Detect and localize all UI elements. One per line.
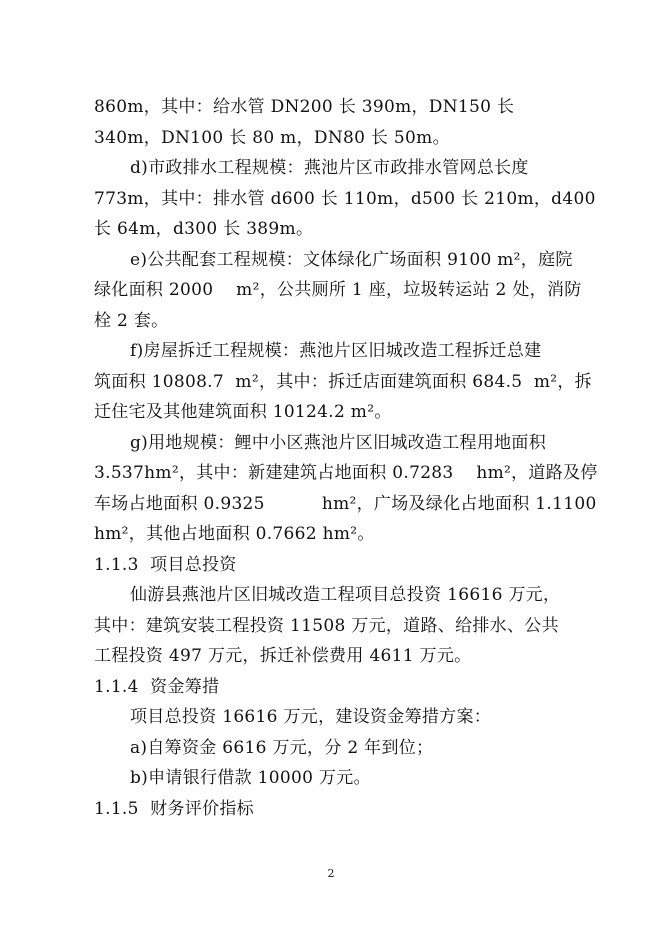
text-line: 筑面积 10808.7 m²，其中：拆迁店面建筑面积 684.5 m²，拆 (94, 372, 592, 392)
text-line: 工程投资 497 万元，拆迁补偿费用 4611 万元。 (94, 646, 472, 666)
section-heading-1-1-3: 1.1.3 项目总投资 (94, 555, 237, 575)
text-line: 340m，DN100 长 80 m，DN80 长 50m。 (94, 128, 450, 148)
page-number: 2 (327, 867, 335, 880)
paragraph-g-start: g)用地规模：鲤中小区燕池片区旧城改造工程用地面积 (130, 433, 547, 453)
text-line: 860m，其中：给水管 DN200 长 390m，DN150 长 (94, 97, 515, 117)
text-line: hm²，其他占地面积 0.7662 hm²。 (94, 524, 375, 544)
paragraph-f-start: f)房屋拆迁工程规模：燕池片区旧城改造工程拆迁总建 (130, 341, 542, 361)
list-item-a: a)自筹资金 6616 万元，分 2 年到位； (130, 738, 434, 758)
text-line: 其中：建筑安装工程投资 11508 万元，道路、给排水、公共 (94, 616, 559, 636)
text-line: 迁住宅及其他建筑面积 10124.2 m²。 (94, 402, 392, 422)
text-line: 3.537hm²，其中：新建建筑占地面积 0.7283 hm²，道路及停 (94, 463, 598, 483)
section-heading-1-1-4: 1.1.4 资金筹措 (94, 677, 220, 697)
text-line: 773m，其中：排水管 d600 长 110m，d500 长 210m，d400 (94, 189, 596, 209)
text-line: 绿化面积 2000 m²，公共厕所 1 座，垃圾转运站 2 处，消防 (94, 280, 582, 300)
paragraph-d-start: d)市政排水工程规模：燕池片区市政排水管网总长度 (130, 158, 529, 178)
text-line: 车场占地面积 0.9325 hm²，广场及绿化占地面积 1.1100 (94, 494, 597, 514)
section-heading-1-1-5: 1.1.5 财务评价指标 (94, 799, 254, 819)
paragraph-investment-start: 仙游县燕池片区旧城改造工程项目总投资 16616 万元， (130, 585, 561, 605)
text-line: 长 64m，d300 长 389m。 (94, 219, 314, 239)
text-line: 栓 2 套。 (94, 311, 169, 331)
list-item-b: b)申请银行借款 10000 万元。 (130, 768, 371, 788)
paragraph-e-start: e)公共配套工程规模：文体绿化广场面积 9100 m²，庭院 (130, 250, 573, 270)
paragraph-funding-start: 项目总投资 16616 万元，建设资金筹措方案： (130, 707, 492, 727)
